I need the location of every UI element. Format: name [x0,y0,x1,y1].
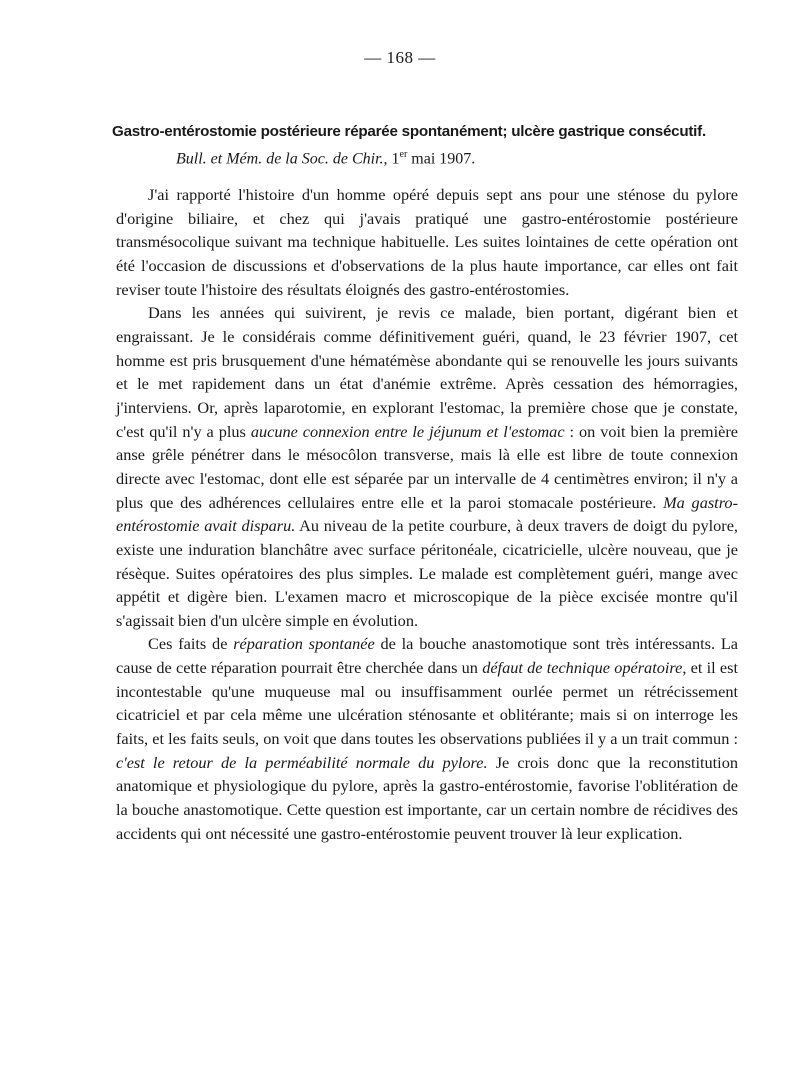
paragraph-2 [116,301,738,632]
p3-text-c: de la bouche anastomotique sont très intéressants. La cause de cette réparation pourrait être cherchée dans un [116,634,739,678]
citation-date-sup: er [399,149,408,160]
paragraph-3 [116,632,738,845]
page-number: — 168 — [364,48,436,67]
citation-date-suffix: mai 1907. [407,150,476,168]
p2-emphasis-d: Ma gastro-entérostomie avait disparu. [116,492,738,536]
p2-text-c: : on voit bien la première anse grêle pénétrer dans le mésocôlon transverse, mais là elle est libre de toute connexion directe avec l'estomac, dont elle est séparée par un intervalle de 4 centimètres environ; il n'y a plus que des adhérences cellulaires entre elle et la paroi stomacale postérieure. [116,421,738,512]
p3-text-e: , et il est incontestable qu'une muqueuse mal ou insuffisamment ourlée permet un rétrécissement cicatriciel et par cela même une ulcération sténosante et oblitérante; mais si on interroge les faits, et les faits seuls, on voit que dans toutes les observations publiées il y a un trait commun : [116,658,738,749]
p2-text-a: Dans les années qui suivirent, je revis ce malade, bien portant, digérant bien et engraissant. Je le considérais comme définitivement guéri, quand, le 23 février 1907, cet homme est pris brusquement d'une hématémèse abondante qui se renouvelle les jours suivants et le met rapidement dans un état d'anémie extrême. Après cessation des hémorragies, j'interviens. Or, après laparotomie, en explorant l'estomac, la première chose que je constate, c'est qu'il n'y a plus [116,303,738,441]
p3-text-g: Je crois donc que la reconstitution anatomique et physiologique du pylore, après la gastro-entérostomie, favorise l'oblitération de la bouche anastomotique. Cette question est importante, car un certain nombre de récidives des accidents qui ont nécessité une gastro-entérostomie peuvent trouver là leur explication. [116,752,738,843]
p2-emphasis-b: aucune connexion entre le jéjunum et l'estomac [250,421,565,441]
citation-date-prefix: , 1 [383,150,400,168]
citation-source: Bull. et Mém. de la Soc. de Chir. [176,150,384,168]
p3-emphasis-b: réparation spontanée [233,634,375,654]
article-body [116,183,738,845]
paragraph-1: J'ai rapporté l'histoire d'un homme opéré depuis sept ans pour une sténose du pylore d'origine biliaire, et chez qui j'avais pratiqué une gastro-entérostomie postérieure transmésocolique suivant ma technique habituelle. Les suites lointaines de cette opération ont été l'occasion de discussions et d'observations de la plus haute importance, car elles ont fait reviser toute l'histoire des résultats éloignés des gastro-entérostomies. [116,185,738,299]
article-title: Gastro-entérostomie postérieure réparée spontanément; ulcère gastrique consécutif. [112,123,706,140]
p3-emphasis-d: défaut de technique opératoire [482,658,683,678]
p3-emphasis-f: c'est le retour de la perméabilité normale du pylore. [116,752,488,772]
article-citation [176,149,475,168]
p2-text-e: Au niveau de la petite courbure, à deux travers de doigt du pylore, existe une induration blanchâtre avec surface péritonéale, cicatricielle, ulcère nouveau, que je résèque. Suites opératoires des plus simples. Le malade est complètement guéri, mange avec appétit et digère bien. L'examen macro et microscopique de la pièce excisée montre qu'il s'agissait bien d'un ulcère simple en évolution. [116,516,738,630]
p3-text-a: Ces faits de [148,634,234,654]
